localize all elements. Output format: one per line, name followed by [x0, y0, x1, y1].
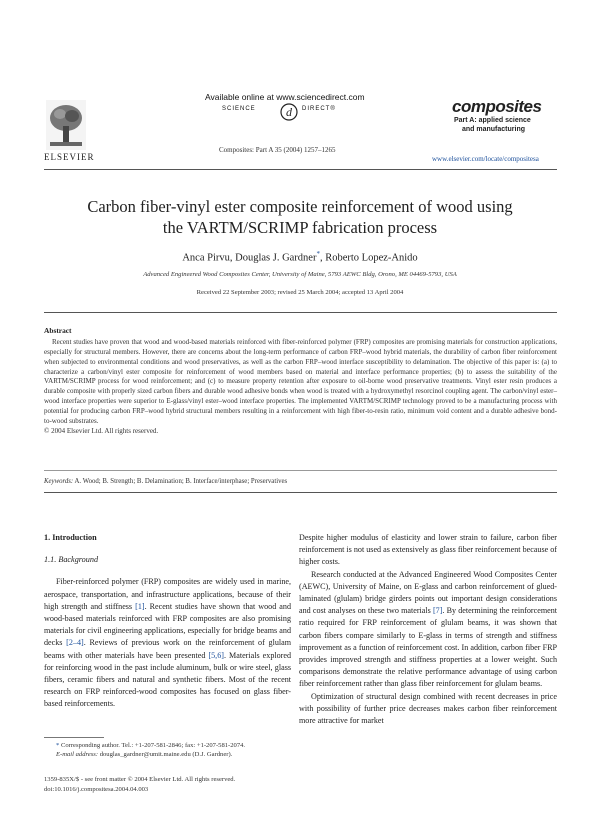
abstract-copyright: © 2004 Elsevier Ltd. All rights reserved.	[44, 426, 159, 435]
journal-url-link[interactable]: www.elsevier.com/locate/compositesa	[432, 155, 539, 163]
journal-subtitle-line1: Part A: applied science	[454, 117, 531, 124]
right-p2-text-b: . By determining the reinforcement ratio required for FRP reinforcement of glulam beams, it was shown that carbon fibers compare similarly to E-glass in terms of strength and stiffness improvement as a function of reinforcement cost. In addition, carbon fiber FRP provides improved strength and stiffness properties at a lower weight. Such comparisons demonstrate the relative performance advantage of using carbon fiber reinforcement rather than glass fiber reinforcement for glulam beams.	[299, 606, 557, 689]
footnote-email-label: E-mail address:	[56, 751, 99, 758]
right-paragraph-2	[299, 569, 557, 691]
citation-1-link[interactable]: [1]	[135, 601, 145, 611]
affiliation: Advanced Engineered Wood Composites Center, University of Maine, 5793 AEWC Bldg, Orono, ME 04469-5793, USA	[143, 271, 457, 278]
footnote-line-2	[44, 750, 294, 759]
journal-subtitle-line2: and manufacturing	[462, 126, 526, 133]
journal-subtitle	[454, 116, 531, 134]
authors	[40, 250, 560, 264]
corresponding-author-mark[interactable]: *	[316, 250, 320, 258]
keywords-list: A. Wood; B. Strength; B. Delamination; B. Interface/interphase; Preservatives	[73, 478, 288, 485]
right-p2-text-a: Research conducted at the Advanced Engineered Wood Composites Center (AEWC), University of Maine, on E-glass and carbon reinforcement of glued-laminated (glulam) bridge girders points out important design considerations and cost analyses on these two materials	[299, 569, 557, 616]
right-paragraph-1: Despite higher modulus of elasticity and lower strain to failure, carbon fiber reinforcement is not used as extensively as glass fiber reinforcement because of higher costs.	[299, 533, 557, 567]
footnote-contact: Corresponding author. Tel.: +1-207-581-2846; fax: +1-207-581-2074.	[59, 742, 246, 749]
intro-p1-text-a: Fiber-reinforced polymer (FRP) composites are widely used in marine, aerospace, transportation, and infrastructure applications, because of their high strength and stiffness	[44, 577, 291, 611]
citation-5-6-link[interactable]: [5,6]	[208, 650, 224, 660]
available-online-text: Available online at www.sciencedirect.com	[205, 92, 365, 102]
intro-p1-text-d: . Materials explored for reinforcing wood in the past include aluminum, bulk or wire steel, glass fibers, ceramic fibers and natural and synthetic fibers. Most of the recent research on FRP reinforced-wood composites has focused on glass fiber-based reinforcements.	[44, 650, 292, 709]
svg-text:d: d	[286, 105, 292, 119]
abstract-body	[44, 338, 557, 436]
footnote-divider	[44, 737, 104, 738]
journal-logo: composites	[452, 97, 542, 116]
intro-paragraph-1	[44, 576, 291, 710]
authors-main: Anca Pirvu, Douglas J. Gardner	[182, 252, 317, 264]
abstract-paragraph: Recent studies have proven that wood and wood-based materials reinforced with fiber-reinforced polymer (FRP) composites are promising materials for construction applications, especially for structural members. However, there are concerns about the long-term performance of carbon FRP–wood hybrid materials, the durability of carbon fiber reinforcement when subjected to environmental conditions and wood preservatives, as well as the carbon FRP–wood interface susceptibility to delamination. The objective of this paper is: (a) to characterize a carbon/vinyl ester composite for reinforcement of wood members based on material and interface performance properties; (b) to assess the suitability of the VARTM/SCRIMP process for wood reinforcement; and (c) to measure property retention after exposure to oil-borne wood preservative treatments. Vinyl ester resin produces a durable composite with properly sized carbon fibers and durable wood adhesive bonds when wood is treated with a hydroxymethyl resorcinol coupling agent. The carbon/vinyl ester–wood interface properties were superior to E-glass/vinyl ester–wood interface properties. The implemented VARTM/SCRIMP technology proved to be a manufacturing process with potential for producing carbon FRP–wood hybrid structural members resulting in a reinforcement with high fiber-to-resin ratio, minimum void content and a durable adhesive bond-to-wood substrates.	[44, 338, 557, 425]
section-heading-introduction: 1. Introduction	[44, 533, 97, 542]
citation-2-4-link[interactable]: [2–4]	[66, 638, 84, 648]
title-line-1: Carbon fiber-vinyl ester composite reinforcement of wood using	[87, 197, 513, 216]
sciencedirect-logo-icon	[279, 102, 299, 122]
intro-p1-text-b: . Recent studies have shown that wood and wood-based materials reinforced with FRP composites are also promising materials for civil engineering applications, especially for bridge beams and decks	[44, 601, 291, 648]
left-column	[44, 532, 291, 711]
footer-doi[interactable]: doi:10.1016/j.compositesa.2004.04.003	[44, 786, 149, 793]
journal-reference: Composites: Part A 35 (2004) 1257–1265	[219, 146, 336, 154]
footer-issn: 1359-835X/$ - see front matter © 2004 Elsevier Ltd. All rights reserved.	[44, 776, 236, 783]
authors-rest: , Roberto Lopez-Anido	[319, 252, 418, 264]
footnote-line-1	[44, 741, 294, 750]
publisher-name: ELSEVIER	[44, 152, 95, 162]
sciencedirect-right: DIRECT®	[302, 106, 336, 112]
title-line-2: the VARTM/SCRIMP fabrication process	[162, 218, 438, 237]
intro-p1-text-c: . Reviews of previous work on the reinforcement of glulam beams with other materials have been presented	[44, 638, 292, 660]
abstract-heading: Abstract	[44, 326, 72, 335]
received-dates: Received 22 September 2003; revised 25 March 2004; accepted 13 April 2004	[196, 289, 404, 296]
citation-7-link[interactable]: [7]	[432, 606, 443, 616]
keywords-label: Keywords:	[44, 478, 74, 485]
page-footer	[44, 775, 235, 795]
elsevier-tree-logo-icon	[46, 100, 86, 150]
header-divider	[44, 169, 557, 170]
abstract-top-divider	[44, 312, 557, 313]
footnote-mark: *	[56, 742, 60, 749]
abstract-bottom-divider	[44, 492, 557, 493]
right-column	[299, 532, 557, 727]
keywords	[44, 478, 287, 485]
keywords-divider	[44, 470, 557, 471]
footnote-email[interactable]: douglas_gardner@umit.maine.edu (D.J. Gardner).	[98, 751, 233, 758]
right-paragraph-3: Optimization of structural design combined with recent decreases in price with possibility of further price decreases makes carbon fiber reinforcement more attractive for market	[299, 691, 557, 726]
article-title	[40, 196, 560, 238]
sciencedirect-left: SCIENCE	[222, 106, 256, 112]
footnote	[44, 741, 294, 759]
subsection-heading-background: 1.1. Background	[44, 555, 99, 565]
